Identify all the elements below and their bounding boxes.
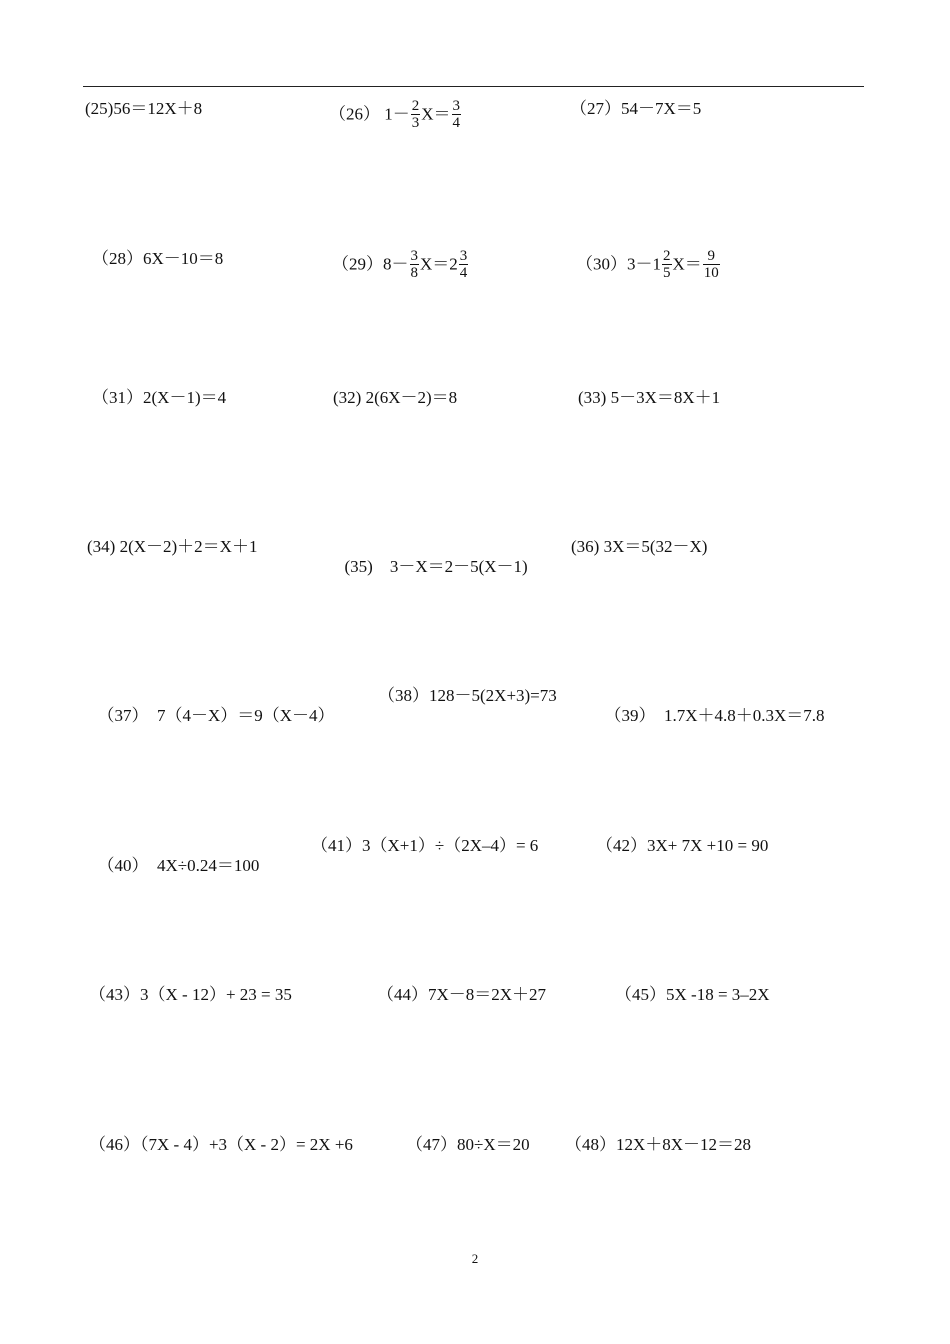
equation-37 xyxy=(89,686,335,726)
equation-text: 1.7X＋4.8＋0.3X＝7.8 xyxy=(655,706,825,725)
equation-label: （31） xyxy=(92,388,143,407)
equation-text: 3（X - 12）+ 23 = 35 xyxy=(140,985,292,1004)
fraction-denominator: 3 xyxy=(411,115,420,131)
equation-text: 3（X+1）÷（2X–4）= 6 xyxy=(362,836,539,855)
equation-48 xyxy=(565,1135,751,1155)
equation-text: 4X÷0.24＝100 xyxy=(148,856,260,875)
equation-label: (36) xyxy=(571,537,604,556)
equation-label: (25) xyxy=(85,99,114,118)
equation-44 xyxy=(377,985,546,1005)
fraction-numerator: 2 xyxy=(411,98,420,114)
equation-45 xyxy=(615,985,770,1005)
equation-text: 5－3X＝8X＋1 xyxy=(610,388,721,407)
equation-label: （41） xyxy=(311,836,362,855)
equation-42 xyxy=(596,836,768,856)
equation-31 xyxy=(92,388,226,408)
equation-label: （38） xyxy=(378,686,429,705)
equation-text: X＝ xyxy=(672,254,702,274)
equation-29 xyxy=(332,249,469,282)
equation-text: 3X＝5(32－X) xyxy=(603,537,708,556)
equation-26 xyxy=(329,99,462,132)
equation-40 xyxy=(89,836,259,876)
equation-label: （39） xyxy=(604,706,656,725)
equation-text: 2(X－1)＝4 xyxy=(143,388,227,407)
equation-text: X＝ xyxy=(421,104,451,124)
fraction-numerator: 2 xyxy=(663,248,671,264)
equation-label: (32) xyxy=(333,388,366,407)
equation-text: 56＝12X＋8 xyxy=(113,99,203,118)
equation-label: （44） xyxy=(377,985,428,1004)
equation-text: 3X+ 7X +10 = 90 xyxy=(647,836,769,855)
equation-label: （46） xyxy=(89,1135,140,1154)
equation-label: （42） xyxy=(596,836,647,855)
equation-text: 3－X＝2－5(X－1) xyxy=(372,557,528,576)
equation-text: 128－5(2X+3)=73 xyxy=(429,686,557,705)
fraction xyxy=(459,248,469,281)
equation-33 xyxy=(578,388,720,408)
fraction xyxy=(411,98,421,131)
equation-30 xyxy=(576,249,721,282)
equation-34 xyxy=(87,537,257,557)
fraction-denominator: 4 xyxy=(459,265,468,281)
equation-label: （29） xyxy=(332,254,383,274)
equation-label: （37） xyxy=(97,706,149,725)
equation-label: （26） xyxy=(329,104,380,124)
equation-text: 1－ xyxy=(380,104,410,124)
equation-text: X＝2 xyxy=(420,254,458,274)
equation-35 xyxy=(336,537,528,577)
equation-text: 2(X－2)＋2＝X＋1 xyxy=(119,537,258,556)
fraction xyxy=(452,98,462,131)
equation-27 xyxy=(570,99,701,119)
top-rule xyxy=(83,86,864,87)
equation-text: 6X－10＝8 xyxy=(143,249,224,268)
equation-text: 7X－8＝2X＋27 xyxy=(428,985,547,1004)
equation-text: 80÷X＝20 xyxy=(457,1135,530,1154)
equation-39 xyxy=(596,686,825,726)
equation-text: 12X＋8X－12＝28 xyxy=(616,1135,752,1154)
fraction-numerator: 3 xyxy=(459,248,468,264)
equation-43 xyxy=(89,985,292,1005)
equation-text: （7X - 4）+3（X - 2）= 2X +6 xyxy=(140,1135,353,1154)
equation-41 xyxy=(311,836,538,856)
equation-text: 8－ xyxy=(383,254,409,274)
equation-text: 54－7X＝5 xyxy=(621,99,702,118)
equation-36 xyxy=(571,537,707,557)
equation-text: 2(6X－2)＝8 xyxy=(365,388,458,407)
equation-label: （40） xyxy=(97,856,149,875)
equation-38 xyxy=(378,686,557,706)
equation-text: 7（4－X）＝9（X－4） xyxy=(148,706,335,725)
fraction-denominator: 5 xyxy=(663,265,671,281)
equation-46 xyxy=(89,1135,353,1155)
equation-label: （30） xyxy=(576,254,627,274)
fraction xyxy=(703,248,720,281)
equation-label: (34) xyxy=(87,537,120,556)
equation-32 xyxy=(333,388,457,408)
equation-label: (35) xyxy=(344,557,373,576)
fraction-numerator: 3 xyxy=(410,248,418,264)
fraction-denominator: 10 xyxy=(703,265,719,281)
fraction-denominator: 8 xyxy=(410,265,418,281)
fraction-numerator: 9 xyxy=(703,248,720,265)
equation-25 xyxy=(85,99,202,119)
fraction-numerator: 3 xyxy=(452,98,461,114)
equation-label: （43） xyxy=(89,985,140,1004)
equation-label: （48） xyxy=(565,1135,616,1154)
equation-label: （45） xyxy=(615,985,666,1004)
equation-label: (33) xyxy=(578,388,611,407)
fraction xyxy=(662,248,672,281)
equation-label: （28） xyxy=(92,249,143,268)
fraction xyxy=(410,248,420,281)
equation-text: 5X -18 = 3–2X xyxy=(666,985,770,1004)
equation-label: （47） xyxy=(406,1135,457,1154)
fraction-denominator: 4 xyxy=(452,115,461,131)
equation-47 xyxy=(406,1135,530,1155)
equation-text: 3－1 xyxy=(627,254,661,274)
page-number: 2 xyxy=(471,1251,479,1266)
equation-28 xyxy=(92,249,223,269)
equation-label: （27） xyxy=(570,99,621,118)
